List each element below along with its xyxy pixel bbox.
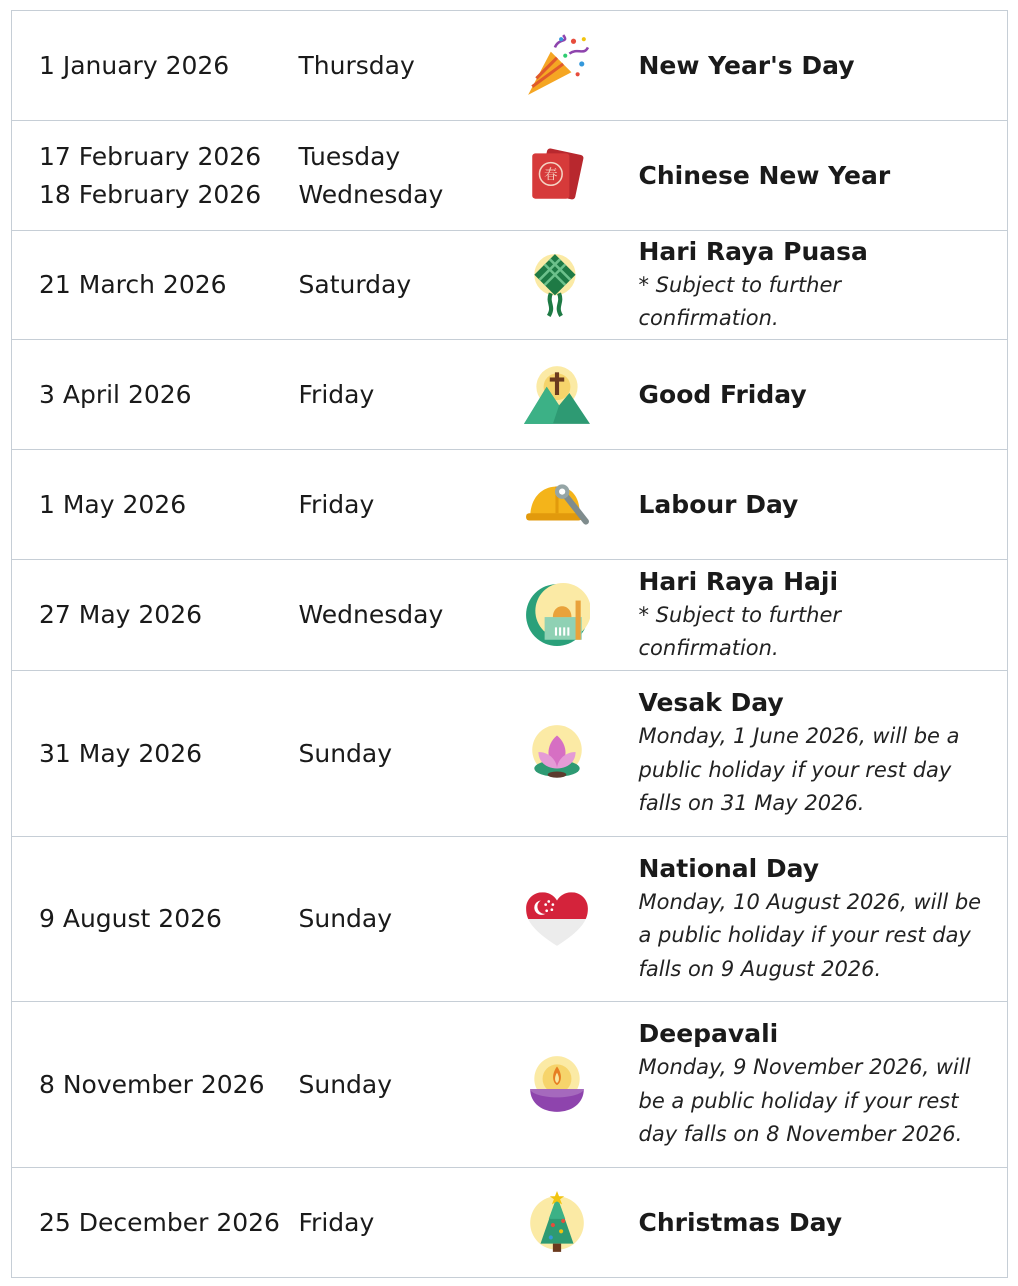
- date-text: 3 April 2026: [39, 379, 192, 409]
- holiday-name-cell: [639, 121, 1008, 231]
- table-row: [12, 560, 1008, 671]
- singapore-flag-heart-icon: [524, 886, 590, 952]
- ketupat-icon: [524, 252, 590, 318]
- holiday-name-cell: [639, 11, 1008, 121]
- date-text: 25 December 2026: [39, 1207, 280, 1237]
- day-cell: [299, 1168, 494, 1278]
- holiday-name-cell: [639, 1002, 1008, 1168]
- day-text: Thursday: [298, 50, 415, 80]
- day-text: Sunday: [298, 1069, 393, 1099]
- red-packet-icon: [524, 143, 590, 209]
- date-text: 8 November 2026: [39, 1069, 265, 1099]
- holiday-note: Monday, 1 June 2026, will be a public holiday if your rest day falls on 31 May 2026.: [638, 724, 960, 816]
- holiday-name-cell: [639, 671, 1008, 837]
- date-text: 31 May 2026: [39, 738, 203, 768]
- day-cell: [299, 837, 494, 1002]
- day-cell: [299, 671, 494, 837]
- holiday-name: Vesak Day: [638, 688, 784, 718]
- icon-cell: [494, 837, 639, 1002]
- holiday-name: Deepavali: [638, 1019, 779, 1049]
- date-cell: [12, 11, 299, 121]
- icon-cell: [494, 560, 639, 671]
- icon-cell: [494, 231, 639, 340]
- icon-cell: [494, 1002, 639, 1168]
- oil-lamp-icon: [524, 1052, 590, 1118]
- icon-cell: [494, 1168, 639, 1278]
- holiday-name: Chinese New Year: [638, 160, 891, 190]
- date-cell: [12, 340, 299, 450]
- day-text: Tuesday: [298, 141, 401, 171]
- day-cell: [299, 1002, 494, 1168]
- date-text: 17 February 2026: [39, 141, 262, 171]
- date-text: 1 January 2026: [39, 50, 230, 80]
- holiday-note: Monday, 10 August 2026, will be a public holiday if your rest day falls on 9 August 2026.: [638, 889, 982, 981]
- holiday-name: New Year's Day: [638, 50, 855, 80]
- day-text: Friday: [298, 1207, 375, 1237]
- table-row: [12, 121, 1008, 231]
- date-cell: [12, 450, 299, 560]
- day-text: Friday: [298, 379, 375, 409]
- date-cell: [12, 671, 299, 837]
- date-text: 18 February 2026: [39, 179, 262, 209]
- day-cell: [299, 231, 494, 340]
- day-cell: [299, 121, 494, 231]
- date-cell: [12, 560, 299, 671]
- day-text: Sunday: [298, 904, 393, 933]
- holiday-name-cell: [639, 560, 1008, 671]
- holiday-name-cell: [639, 231, 1008, 340]
- day-cell: [299, 340, 494, 450]
- holiday-name: National Day: [638, 853, 820, 883]
- day-text: Wednesday: [298, 600, 444, 629]
- day-text: Wednesday: [298, 179, 444, 209]
- holiday-name-cell: [639, 1168, 1008, 1278]
- date-text: 27 May 2026: [39, 600, 203, 629]
- holiday-note: * Subject to further confirmation.: [638, 602, 842, 660]
- date-text: 21 March 2026: [39, 270, 227, 299]
- day-text: Sunday: [298, 738, 393, 768]
- icon-cell: [494, 671, 639, 837]
- hard-hat-wrench-icon: [524, 472, 590, 538]
- icon-cell: [494, 121, 639, 231]
- table-row: [12, 340, 1008, 450]
- icon-cell: [494, 340, 639, 450]
- table-row: [12, 450, 1008, 560]
- day-cell: [299, 450, 494, 560]
- date-cell: [12, 837, 299, 1002]
- table-row: [12, 671, 1008, 837]
- date-text: 1 May 2026: [39, 489, 187, 519]
- date-text: 9 August 2026: [39, 904, 222, 933]
- day-text: Saturday: [298, 270, 412, 299]
- crescent-mosque-icon: [524, 582, 590, 648]
- icon-cell: [494, 11, 639, 121]
- date-cell: [12, 231, 299, 340]
- day-cell: [299, 11, 494, 121]
- table-row: [12, 837, 1008, 1002]
- date-cell: [12, 1002, 299, 1168]
- date-cell: [12, 121, 299, 231]
- holiday-name: Labour Day: [638, 489, 799, 519]
- holiday-table: [11, 10, 1008, 1278]
- red-packet-character: 春: [543, 167, 558, 183]
- holiday-note: * Subject to further confirmation.: [638, 272, 842, 330]
- day-cell: [299, 560, 494, 671]
- holiday-name: Christmas Day: [638, 1207, 843, 1237]
- table-row: [12, 1002, 1008, 1168]
- table-row: [12, 231, 1008, 340]
- party-popper-icon: [524, 33, 590, 99]
- table-row: [12, 11, 1008, 121]
- holiday-note: Monday, 9 November 2026, will be a public holiday if your rest day falls on 8 November 2026.: [638, 1055, 971, 1147]
- holiday-name-cell: [639, 450, 1008, 560]
- holiday-name-cell: [639, 837, 1008, 1002]
- icon-cell: [494, 450, 639, 560]
- holiday-name-cell: [639, 340, 1008, 450]
- lotus-icon: [524, 721, 590, 787]
- cross-mountain-icon: [524, 362, 590, 428]
- holiday-name: Hari Raya Haji: [638, 566, 839, 596]
- table-row: [12, 1168, 1008, 1278]
- date-cell: [12, 1168, 299, 1278]
- holiday-name: Hari Raya Puasa: [638, 236, 868, 266]
- christmas-tree-icon: [524, 1190, 590, 1256]
- holiday-name: Good Friday: [638, 379, 807, 409]
- day-text: Friday: [298, 489, 375, 519]
